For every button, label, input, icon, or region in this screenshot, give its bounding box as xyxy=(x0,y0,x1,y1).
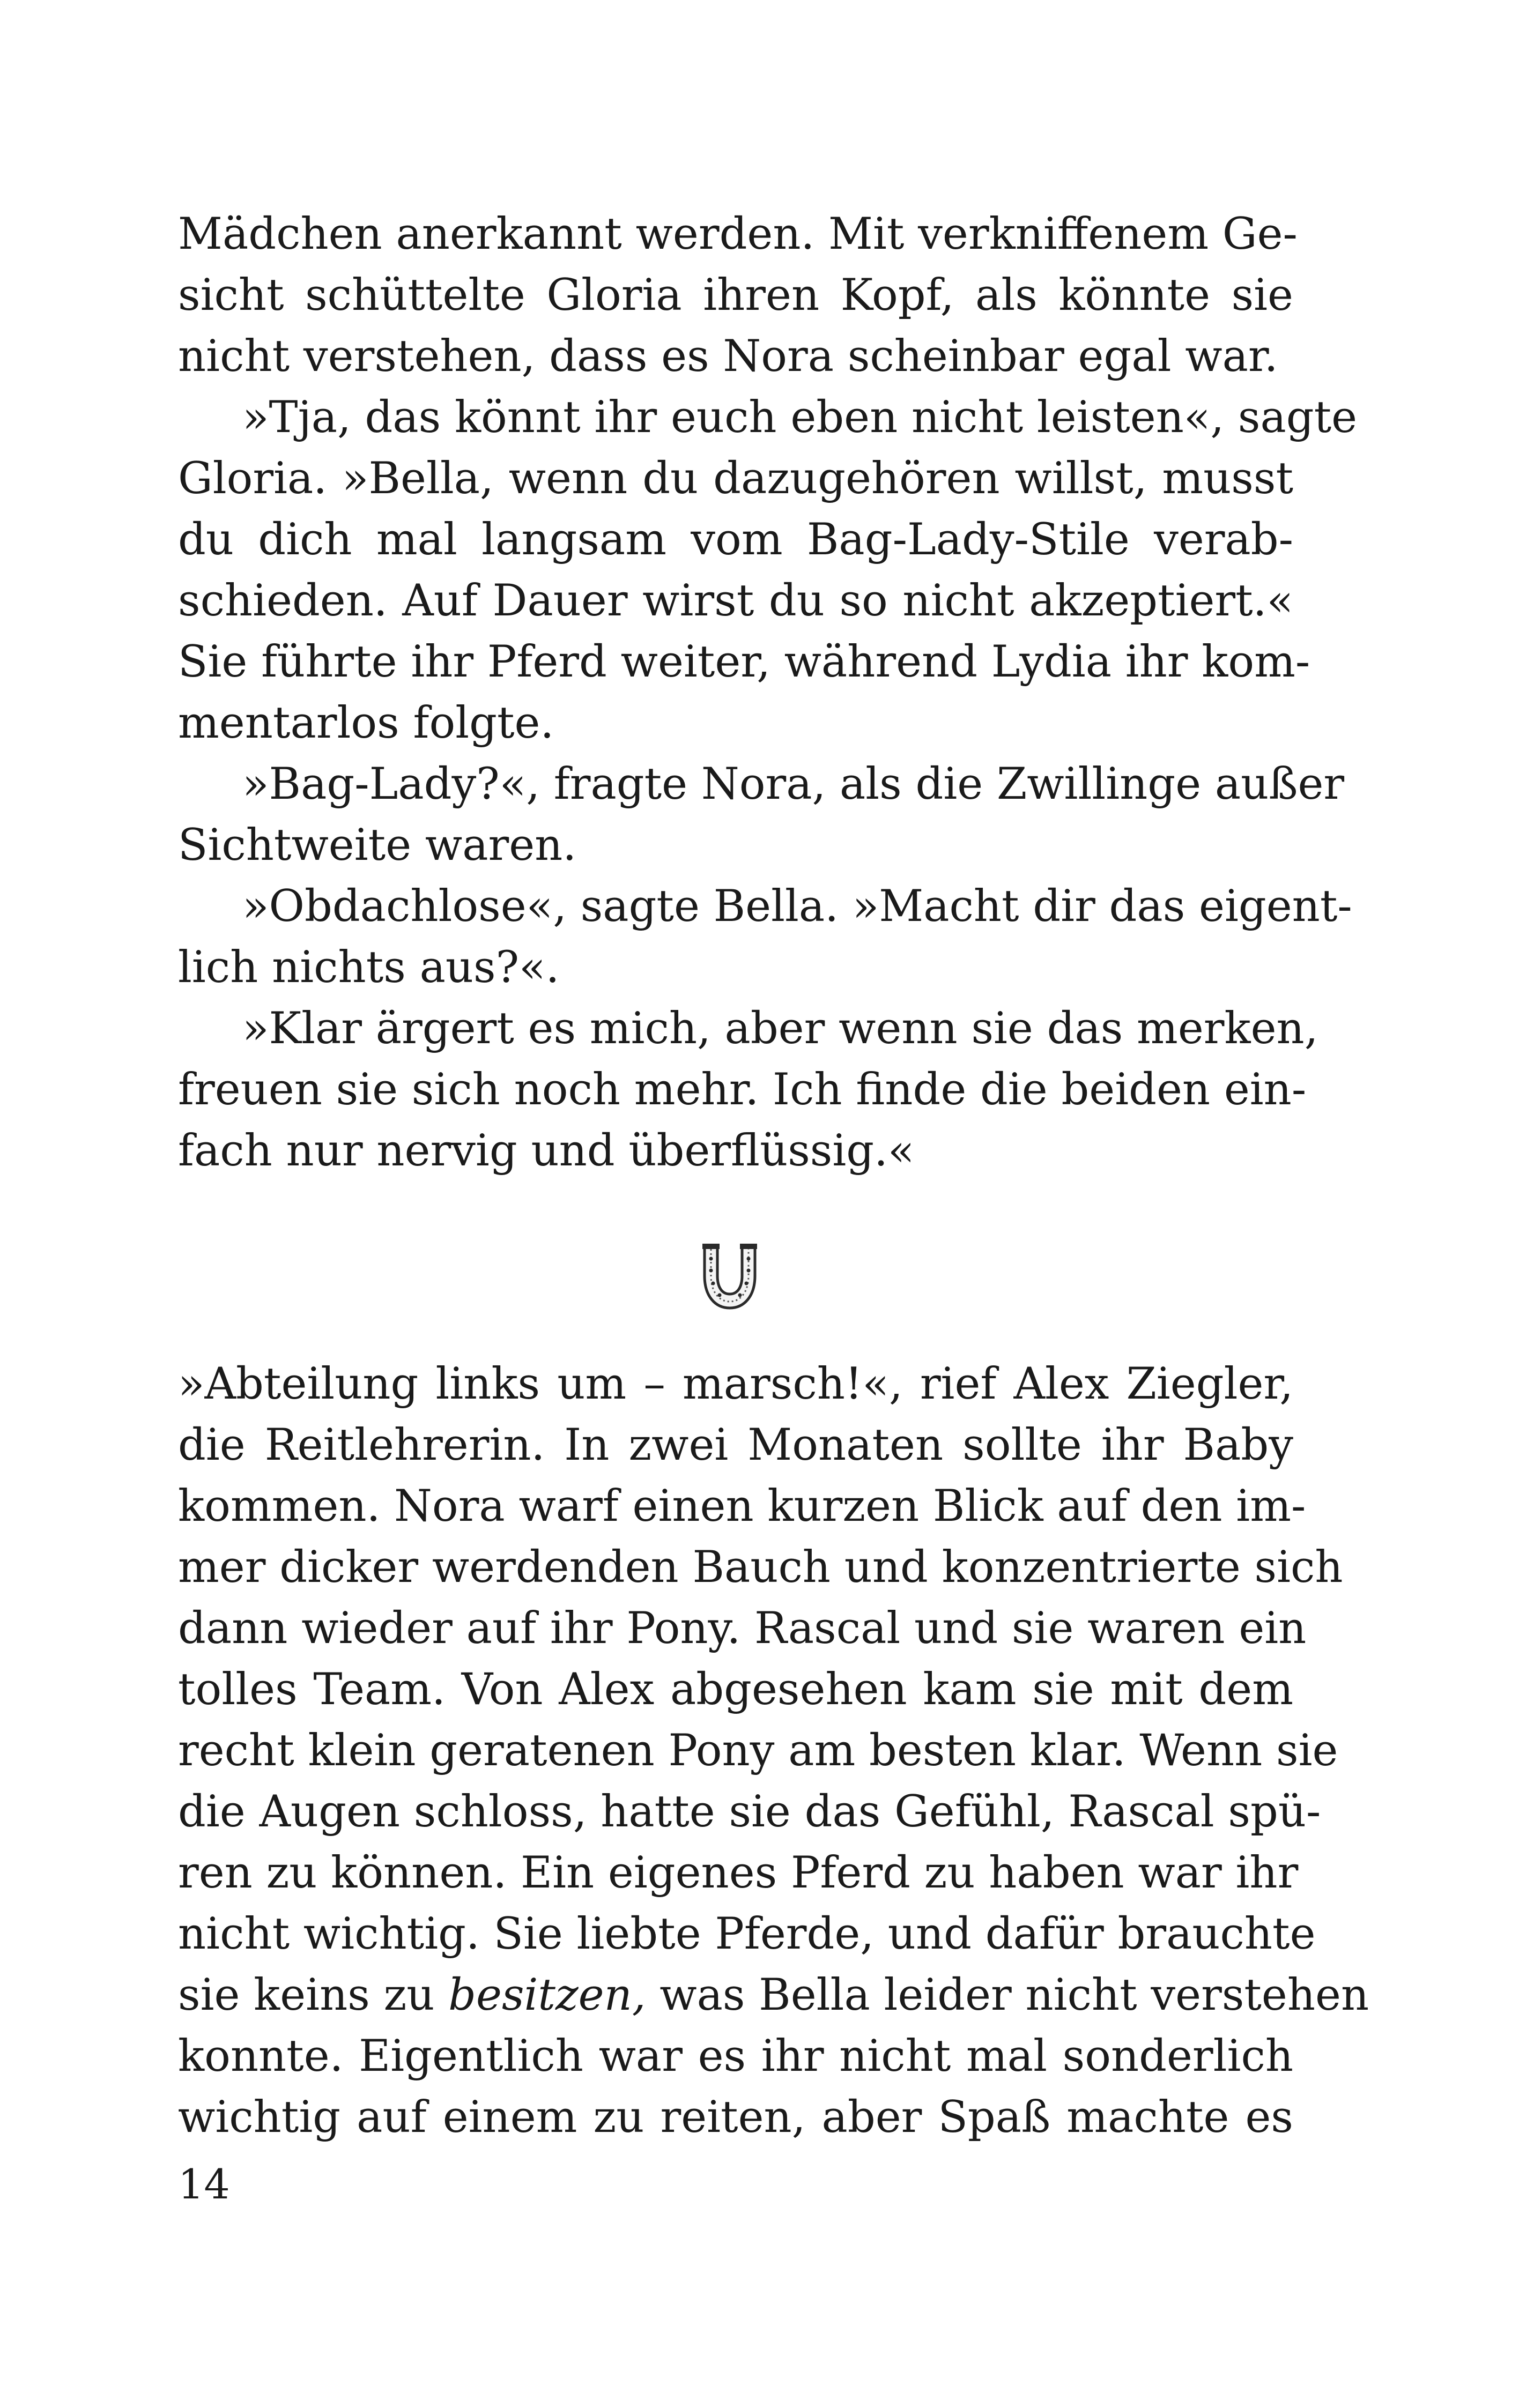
text-line: »Tja, das könnt ihr euch eben nicht leisten«, sagte xyxy=(242,392,1358,443)
text-fragment: sie keins zu xyxy=(178,1970,449,2020)
text-line: nicht verstehen, dass es Nora scheinbar egal war. xyxy=(178,331,1278,382)
text-line: ren zu können. Ein eigenes Pferd zu haben war ihr xyxy=(178,1848,1299,1898)
text-line: konnte. Eigentlich war es ihr nicht mal sonderlich xyxy=(178,2031,1293,2082)
text-line: schieden. Auf Dauer wirst du so nicht akzeptiert.« xyxy=(178,576,1293,626)
horseshoe-icon xyxy=(695,1243,765,1313)
text-line: die Reitlehrerin. In zwei Monaten sollte ihr Baby xyxy=(178,1420,1293,1470)
text-line: mentarlos folgte. xyxy=(178,698,554,748)
text-line: die Augen schloss, hatte sie das Gefühl, Rascal spü- xyxy=(178,1787,1321,1837)
text-line: wichtig auf einem zu reiten, aber Spaß machte es xyxy=(178,2092,1293,2143)
text-line: »Abteilung links um – marsch!«, rief Alex Ziegler, xyxy=(178,1359,1293,1409)
text-line: tolles Team. Von Alex abgesehen kam sie mit dem xyxy=(178,1664,1293,1715)
text-line: fach nur nervig und überflüssig.« xyxy=(178,1126,915,1176)
text-line: Sichtweite waren. xyxy=(178,820,577,871)
text-line: dann wieder auf ihr Pony. Rascal und sie waren ein xyxy=(178,1603,1307,1654)
text-fragment: was Bella leider nicht verstehen xyxy=(646,1970,1369,2020)
text-line: nicht wichtig. Sie liebte Pferde, und dafür brauchte xyxy=(178,1909,1316,1959)
text-line: »Klar ärgert es mich, aber wenn sie das merken, xyxy=(242,1004,1318,1054)
text-line: freuen sie sich noch mehr. Ich finde die beiden ein- xyxy=(178,1065,1307,1115)
text-line: »Bag-Lady?«, fragte Nora, als die Zwillinge außer xyxy=(242,759,1345,809)
text-line: du dich mal langsam vom Bag-Lady-Stile verab- xyxy=(178,515,1293,565)
text-block-top xyxy=(178,204,1358,1181)
text-line: Sie führte ihr Pferd weiter, während Lydia ihr kom- xyxy=(178,637,1310,687)
page-number: 14 xyxy=(178,2160,230,2208)
text-line: sicht schüttelte Gloria ihren Kopf, als könnte sie xyxy=(178,270,1293,321)
text-line: kommen. Nora warf einen kurzen Blick auf den im- xyxy=(178,1481,1306,1532)
text-line: Mädchen anerkannt werden. Mit verkniffenem Ge- xyxy=(178,209,1298,259)
italic-word: besitzen, xyxy=(448,1970,646,2020)
text-line: mer dicker werdenden Bauch und konzentrierte sich xyxy=(178,1542,1343,1593)
text-line: Gloria. »Bella, wenn du dazugehören willst, musst xyxy=(178,454,1293,504)
text-line: lich nichts aus?«. xyxy=(178,942,560,993)
text-line: recht klein geratenen Pony am besten klar. Wenn sie xyxy=(178,1726,1338,1776)
text-line: »Obdachlose«, sagte Bella. »Macht dir das eigent- xyxy=(242,881,1352,932)
text-block-bottom xyxy=(178,1354,1369,2148)
text-line-with-italic xyxy=(178,1965,1369,2026)
